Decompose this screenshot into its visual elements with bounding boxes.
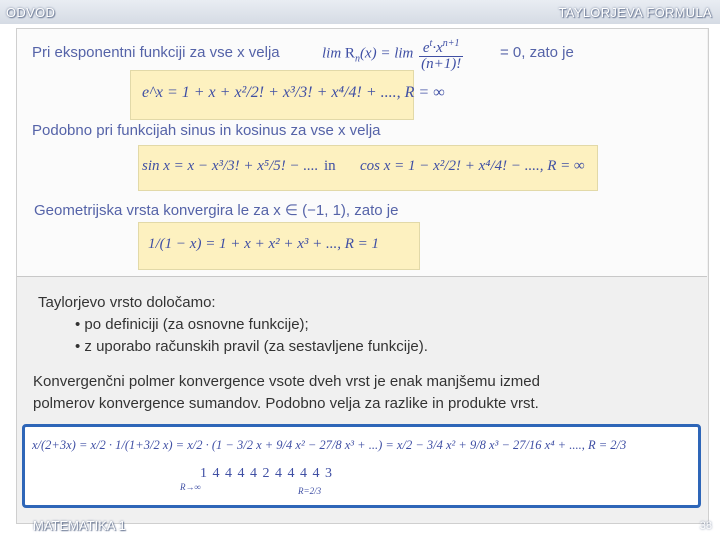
example-brace-glyphs: 1 4 4 4 4 2 4 4 4 4 3 — [200, 466, 333, 481]
geom-intro-text: Geometrijska vrsta konvergira le za x ∈ (−1, 1), zato je — [34, 202, 399, 219]
exp-limit-formula: $\lim R_n(x) = \lim$ $\frac{e^t\cdot x^{n+1}}{(n+1)!}$ — [322, 38, 462, 72]
geom-series-formula: 1/(1 − x) = 1 + x + x² + x³ + ..., R = 1 — [148, 236, 380, 252]
trig-intro-text: Podobno pri funkcijah sinus in kosinus za vse x velja — [32, 122, 381, 139]
header-left-title: ODVOD — [6, 5, 56, 20]
exp-limit-suffix: = 0, zato je — [500, 44, 574, 61]
bullet-definition: • po definiciji (za osnovne funkcije); — [75, 316, 309, 333]
exp-intro-text: Pri eksponentni funkciji za vse x velja — [32, 44, 280, 61]
convergence-line-1: Konvergenčni polmer konvergence vsote dveh vrst je enak manjšemu izmed — [33, 373, 540, 390]
bullet-rules: • z uporabo računskih pravil (za sestavljene funkcije). — [75, 338, 428, 355]
example-series-formula: x/(2+3x) = x/2 · 1/(1+3/2 x) = x/2 · (1 − 3/2 x + 9/4 x² − 27/8 x³ + ...) = x/2 − 3/4 x² + 9/8 x³ − 27/16 x⁴ + ...., R = 2/3 — [32, 438, 627, 452]
sin-series-formula: sin x = x − x³/3! + x⁵/5! − .... — [142, 158, 319, 174]
convergence-line-2: polmerov konvergence sumandov. Podobno velja za razlike in produkte vrst. — [33, 395, 539, 412]
footer-page-number: 38 — [699, 520, 712, 532]
header-right-title: TAYLORJEVA FORMULA — [558, 5, 712, 20]
example-under-right: R=2/3 — [298, 486, 322, 496]
exp-series-formula: e^x = 1 + x + x²/2! + x³/3! + x⁴/4! + ...., R = ∞ — [142, 84, 445, 101]
example-formula-box — [22, 424, 701, 508]
example-under-left: R→∞ — [180, 482, 201, 492]
cos-series-formula: cos x = 1 − x²/2! + x⁴/4! − ...., R = ∞ — [360, 158, 585, 174]
footer-course-title: MATEMATIKA 1 — [33, 518, 126, 533]
trig-in-word: in — [324, 158, 336, 174]
taylor-intro-text: Taylorjevo vrsto določamo: — [38, 294, 216, 311]
